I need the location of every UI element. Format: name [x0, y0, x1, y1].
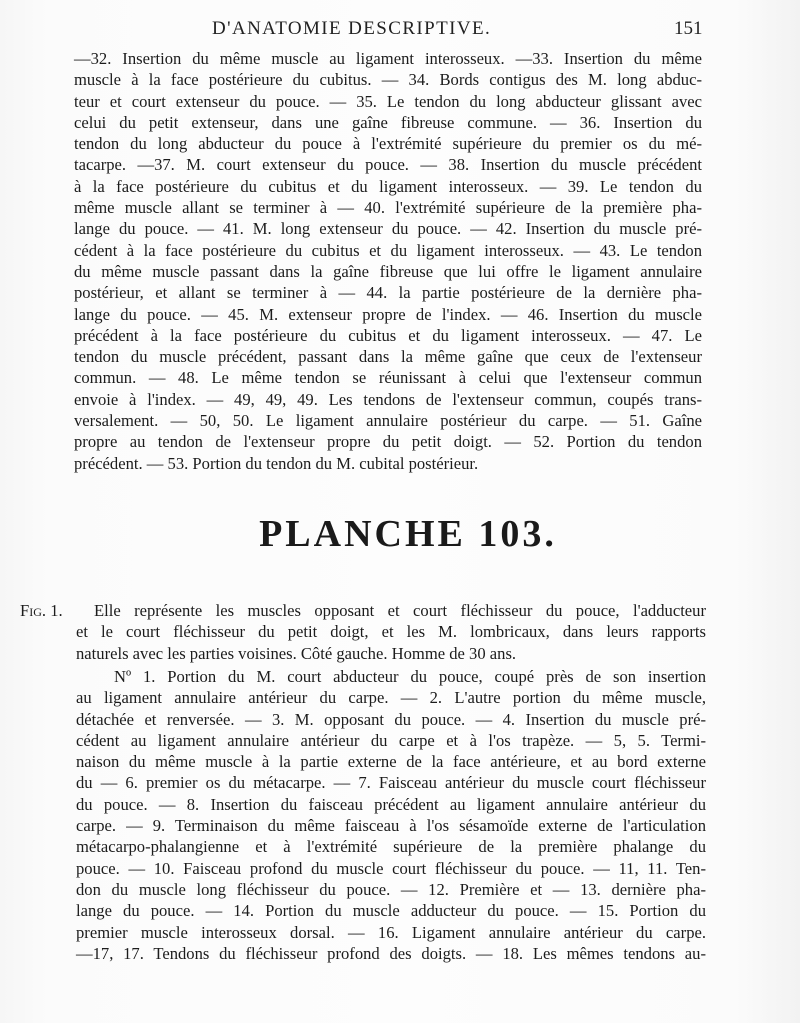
text-line: à la face postérieure du cubitus et du ligament interosseux. — 39. Le tendon du: [74, 176, 702, 196]
text-line: du — 6. premier os du métacarpe. — 7. Faisceau antérieur du muscle court fléchisseur: [76, 773, 706, 793]
text-line: Nº 1. Portion du M. court abducteur du pouce, coupé près de son insertion: [114, 667, 706, 686]
figure-description: [76, 600, 706, 664]
text-line: lange du pouce. — 45. M. extenseur propre de l'index. — 46. Insertion du muscle: [74, 304, 702, 324]
text-line: Elle représente les muscles opposant et court fléchisseur du pouce, l'adducteur: [94, 601, 706, 620]
text-line: celui du petit extenseur, dans une gaîne fibreuse commune. — 36. Insertion du: [74, 112, 702, 132]
text-line: premier muscle interosseux dorsal. — 16. Ligament annulaire antérieur du carpe.: [76, 922, 706, 942]
text-line: muscle à la face postérieure du cubitus. — 34. Bords contigus des M. long abduc-: [74, 70, 702, 90]
text-line: du même muscle passant dans la gaîne fibreuse que lui offre le ligament annulaire: [74, 261, 702, 281]
text-line: pouce. — 10. Faisceau profond du muscle court fléchisseur du pouce. — 11, 11. Ten-: [76, 858, 706, 878]
text-line: métacarpo-phalangienne et à l'extrémité supérieure de la première phalange du: [76, 837, 706, 857]
text-line: cédent à la face postérieure du cubitus et du ligament interosseux. — 43. Le tendon: [74, 240, 702, 260]
text-line: —17, 17. Tendons du fléchisseur profond des doigts. — 18. Les mêmes tendons au-: [76, 943, 706, 963]
plate-title: PLANCHE 103.: [259, 513, 557, 555]
text-line: propre au tendon de l'extenseur propre du petit doigt. — 52. Portion du tendon: [74, 432, 702, 452]
page-number: 151: [674, 18, 703, 39]
text-line: carpe. — 9. Terminaison du même faisceau à l'os sésamoïde externe de l'articulation: [76, 816, 706, 836]
text-line: précédent. — 53. Portion du tendon du M. cubital postérieur.: [74, 453, 479, 473]
text-line: tacarpe. —37. M. court extenseur du pouce. — 38. Insertion du muscle précédent: [74, 155, 702, 175]
text-line: don du muscle long fléchisseur du pouce. — 12. Première et — 13. dernière pha-: [76, 879, 706, 899]
text-line: commun. — 48. Le même tendon se réunissant à celui que l'extenseur commun: [74, 368, 702, 388]
text-line: naison du même muscle à la partie externe de la face antérieure, et au bord externe: [76, 752, 706, 772]
text-line: postérieur, et allant se terminer à — 44. la partie postérieure de la dernière pha-: [74, 283, 702, 303]
page-header: [0, 14, 800, 42]
text-line: envoie à l'index. — 49, 49, 49. Les tendons de l'extenseur commun, coupés trans-: [74, 389, 702, 409]
text-line: cédent au ligament annulaire antérieur du carpe et à l'os trapèze. — 5, 5. Termi-: [76, 730, 706, 750]
text-line: —32. Insertion du même muscle au ligament interosseux. —33. Insertion du même: [74, 49, 702, 68]
text-line: au ligament annulaire antérieur du carpe. — 2. L'autre portion du même muscle,: [76, 688, 706, 708]
text-line: et le court fléchisseur du petit doigt, et les M. lombricaux, dans leurs rapports: [76, 622, 706, 642]
figure-label: Fig. 1.: [20, 601, 63, 620]
text-line: lange du pouce. — 14. Portion du muscle adducteur du pouce. — 15. Portion du: [76, 901, 706, 921]
text-line: même muscle allant se terminer à — 40. l'extrémité supérieure de la première pha-: [74, 198, 702, 218]
figure-legend: [76, 666, 706, 964]
text-line: lange du pouce. — 41. M. long extenseur du pouce. — 42. Insertion du muscle pré-: [74, 219, 702, 239]
text-line: teur et court extenseur du pouce. — 35. Le tendon du long abducteur glissant avec: [74, 91, 702, 111]
text-line: détachée et renversée. — 3. M. opposant du pouce. — 4. Insertion du muscle pré-: [76, 709, 706, 729]
text-line: tendon du muscle précédent, passant dans la même gaîne que ceux de l'extenseur: [74, 347, 702, 367]
text-line: versalement. — 50, 50. Le ligament annulaire postérieur du carpe. — 51. Gaîne: [74, 411, 702, 431]
legend-continuation: [74, 48, 702, 474]
text-line: précédent à la face postérieure du cubitus et du ligament interosseux. — 47. Le: [74, 325, 702, 345]
text-line: tendon du long abducteur du pouce à l'extrémité supérieure du premier os du mé-: [74, 134, 702, 154]
text-line: naturels avec les parties voisines. Côté gauche. Homme de 30 ans.: [76, 643, 517, 663]
text-line: du pouce. — 8. Insertion du faisceau précédent au ligament annulaire antérieur du: [76, 794, 706, 814]
running-title: D'ANATOMIE DESCRIPTIVE.: [212, 18, 492, 39]
